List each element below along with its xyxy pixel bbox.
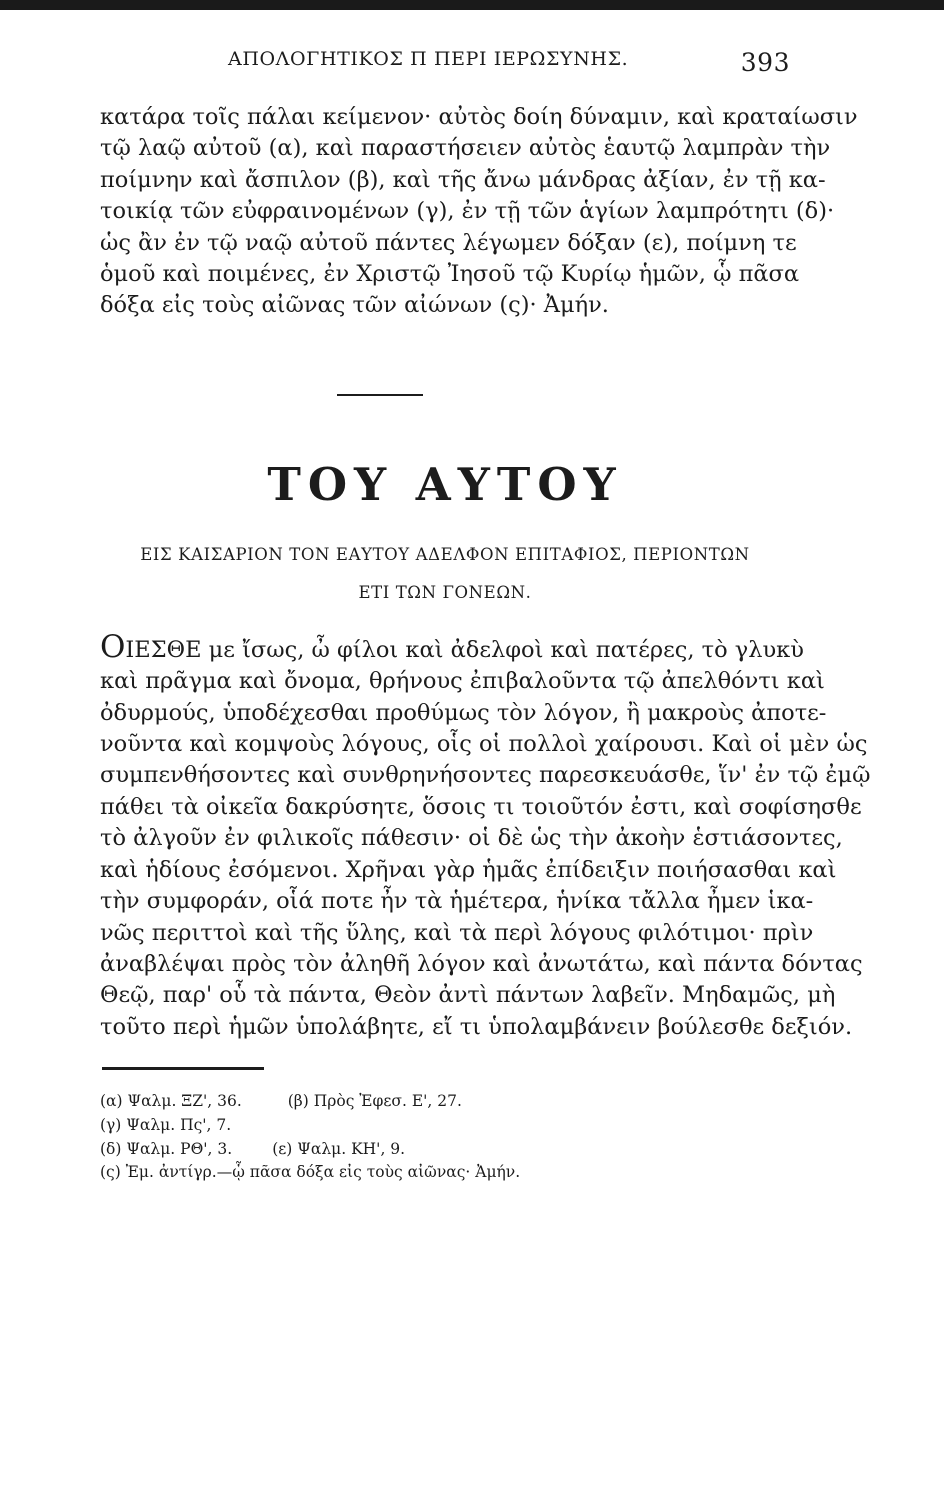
text-line: τῷ λαῷ αὐτοῦ (α), καὶ παραστήσειεν αὐτὸς ἑαυτῷ λαμπρὰν τὴν	[100, 135, 831, 162]
book-page	[100, 44, 871, 1185]
text-line: δόξα εἰς τοὺς αἰῶνας τῶν αἰώνων (ς)· Ἀμήν.	[100, 292, 609, 319]
footnote-rule	[102, 1067, 264, 1070]
text-line: ὁμοῦ καὶ ποιμένες, ἐν Χριστῷ Ἰησοῦ τῷ Κυρίῳ ἡμῶν, ᾧ πᾶσα	[100, 261, 800, 288]
oration-paragraph	[100, 628, 871, 1043]
text-line: νῶς περιττοὶ καὶ τῆς ὕλης, καὶ τὰ περὶ λόγους φιλότιμοι· πρὶν	[100, 919, 814, 946]
text-line: συμπενθήσοντες καὶ συνθρηνήσοντες παρεσκευάσθε, ἵν' ἐν τῷ ἐμῷ	[100, 762, 871, 789]
text-line: ἀναβλέψαι πρὸς τὸν ἀληθῆ λόγον καὶ ἀνωτάτω, καὶ πάντα δόντας	[100, 950, 863, 977]
section-title: ΤΟΥ ΑΥΤΟΥ	[267, 457, 623, 511]
first-line-text: ΙΕΣΘΕ με ἴσως, ὦ φίλοι καὶ ἀδελφοὶ καὶ πατέρες, τὸ γλυκὺ	[125, 636, 804, 663]
footnote-d: (δ) Ψαλμ. ΡΘ', 3.	[100, 1139, 233, 1158]
section-subtitle-continued: ΕΤΙ ΤΩΝ ΓΟΝΕΩΝ.	[358, 583, 532, 603]
text-line: ποίμνην καὶ ἄσπιλον (β), καὶ τῆς ἄνω μάνδρας ἀξίαν, ἐν τῇ κα-	[100, 166, 826, 193]
text-line: καὶ ἡδίους ἐσόμενοι. Χρῆναι γὰρ ἡμᾶς ἐπίδειξιν ποιήσασθαι καὶ	[100, 856, 837, 883]
footnote-f: (ς) Ἐμ. ἀντίγρ.—ᾧ πᾶσα δόξα εἰς τοὺς αἰῶνας· Ἀμήν.	[100, 1163, 521, 1182]
page-number: 393	[740, 48, 790, 77]
footnote-row	[100, 1161, 790, 1185]
footnotes	[100, 1090, 790, 1185]
text-line: τὴν συμφοράν, οἷά ποτε ἦν τὰ ἡμέτερα, ἡνίκα τἄλλα ἦμεν ἱκα-	[100, 888, 814, 915]
scan-top-edge	[0, 0, 944, 10]
text-line: τὸ ἀλγοῦν ἐν φιλικοῖς πάθεσιν· οἱ δὲ ὡς τὴν ἀκοὴν ἑστιάσοντες,	[100, 825, 843, 852]
text-line: Θεῷ, παρ' οὗ τὰ πάντα, Θεὸν ἀντὶ πάντων λαβεῖν. Μηδαμῶς, μὴ	[100, 982, 836, 1009]
text-line: τοικίᾳ τῶν εὐφραινομένων (γ), ἐν τῇ τῶν ἁγίων λαμπρότητι (δ)·	[100, 198, 835, 225]
footnote-row	[100, 1114, 790, 1138]
footnote-a: (α) Ψαλμ. ΞΖ', 36.	[100, 1092, 242, 1111]
running-title: ΑΠΟΛΟΓΗΤΙΚΟΣ Π ΠΕΡΙ ΙΕΡΩΣΥΝΗΣ.	[228, 48, 629, 70]
footnote-b: (β) Πρὸς Ἐφεσ. Ε', 27.	[287, 1092, 462, 1111]
text-line: ὡς ἂν ἐν τῷ ναῷ αὐτοῦ πάντες λέγωμεν δόξαν (ε), ποίμνη τε	[100, 229, 797, 256]
footnote-row	[100, 1090, 790, 1114]
footnote-row	[100, 1138, 790, 1162]
text-line: τοῦτο περὶ ἡμῶν ὑπολάβητε, εἴ τι ὑπολαμβάνειν βούλεσθε δεξιόν.	[100, 1013, 853, 1040]
text-line-first	[100, 628, 804, 666]
text-line: ὀδυρμούς, ὑποδέχεσθαι προθύμως τὸν λόγον, ἢ μακροὺς ἀποτε-	[100, 699, 827, 726]
section-divider-rule	[337, 394, 423, 396]
closing-paragraph	[100, 102, 858, 322]
running-head	[100, 44, 790, 84]
text-line: κατάρα τοῖς πάλαι κείμενον· αὐτὸς δοίη δύναμιν, καὶ κραταίωσιν	[100, 104, 858, 130]
drop-capital: Ο	[100, 628, 126, 665]
footnote-e: (ε) Ψαλμ. ΚΗ', 9.	[272, 1139, 406, 1158]
text-line: νοῦντα καὶ κομψοὺς λόγους, οἷς οἱ πολλοὶ χαίρουσι. Καὶ οἱ μὲν ὡς	[100, 731, 868, 758]
section-subtitle: ΕΙΣ ΚΑΙΣΑΡΙΟΝ ΤΟΝ ΕΑΥΤΟΥ ΑΔΕΛΦΟΝ ΕΠΙΤΑΦΙΟΣ, ΠΕΡΙΟΝΤΩΝ	[140, 544, 750, 564]
text-line: καὶ πρᾶγμα καὶ ὄνομα, θρήνους ἐπιβαλοῦντα τῷ ἀπελθόντι καὶ	[100, 668, 825, 695]
footnote-c: (γ) Ψαλμ. Πς', 7.	[100, 1115, 232, 1134]
text-line: πάθει τὰ οἰκεῖα δακρύσητε, ὅσοις τι τοιοῦτόν ἐστι, καὶ σοφίσησθε	[100, 793, 862, 820]
